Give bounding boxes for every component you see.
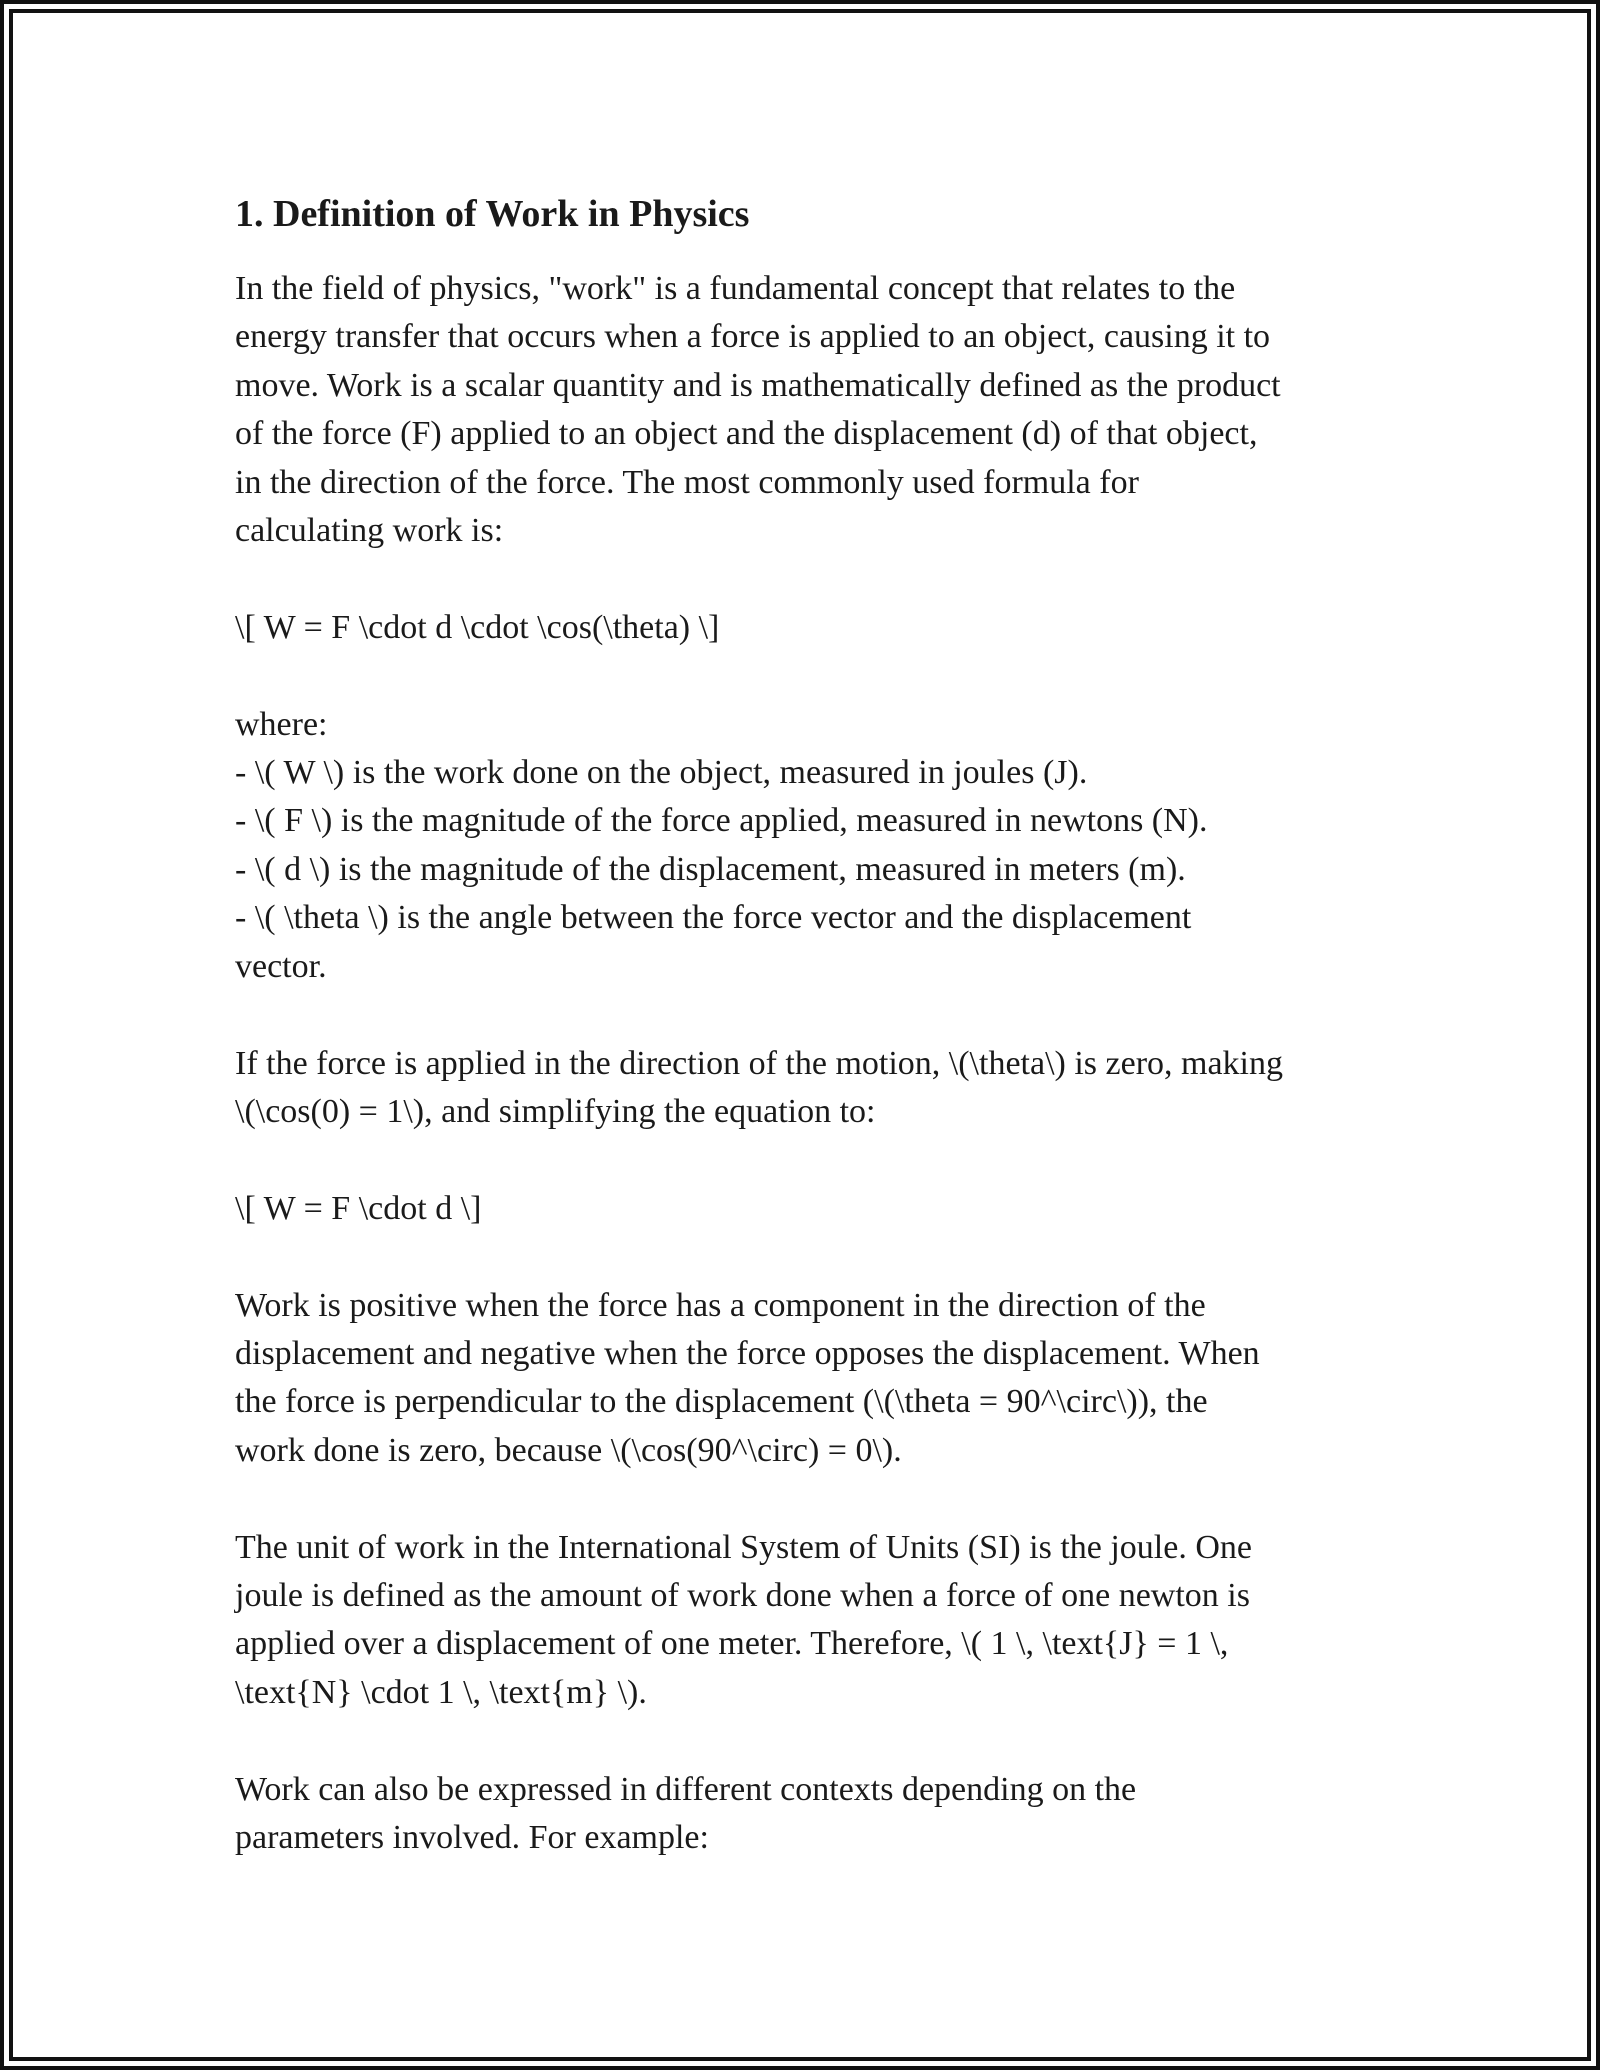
section-heading: 1. Definition of Work in Physics: [235, 193, 750, 235]
document-content: [235, 185, 1375, 1862]
section-body-text: In the field of physics, "work" is a fundamental concept that relates to the energy transfer that occurs when a force is applied to an object, causing it to move. Work is a scalar quantity and is mathematically defined as the product of the force (F) applied to an object and the displacement (d) of that object, in the direction of the force. The most commonly used formula for calculating work is: \[ W = F \cdot d \cdot \cos(\theta) \] where: - \( W \) is the work done on the object, measured in joules (J). - \( F \) is the magnitude of the force applied, measured in newtons (N). - \( d \) is the magnitude of the displacement, measured in meters (m). - \( \theta \) is the angle between the force vector and the displacement vector. If the force is applied in the direction of the motion, \(\theta\) is zero, making \(\cos(0) = 1\), and simplifying the equation to: \[ W = F \cdot d \] Work is positive when the force has a component in the direction of the displacement and negative when the force opposes the displacement. When the force is perpendicular to the displacement (\(\theta = 90^\circ\)), the work done is zero, because \(\cos(90^\circ) = 0\). The unit of work in the International System of Units (SI) is the joule. One joule is defined as the amount of work done when a force of one newton is applied over a displacement of one meter. Therefore, \( 1 \, \text{J} = 1 \, \text{N} \cdot 1 \, \text{m} \). Work can also be expressed in different contexts depending on the parameters involved. For example:: [235, 270, 1284, 1856]
